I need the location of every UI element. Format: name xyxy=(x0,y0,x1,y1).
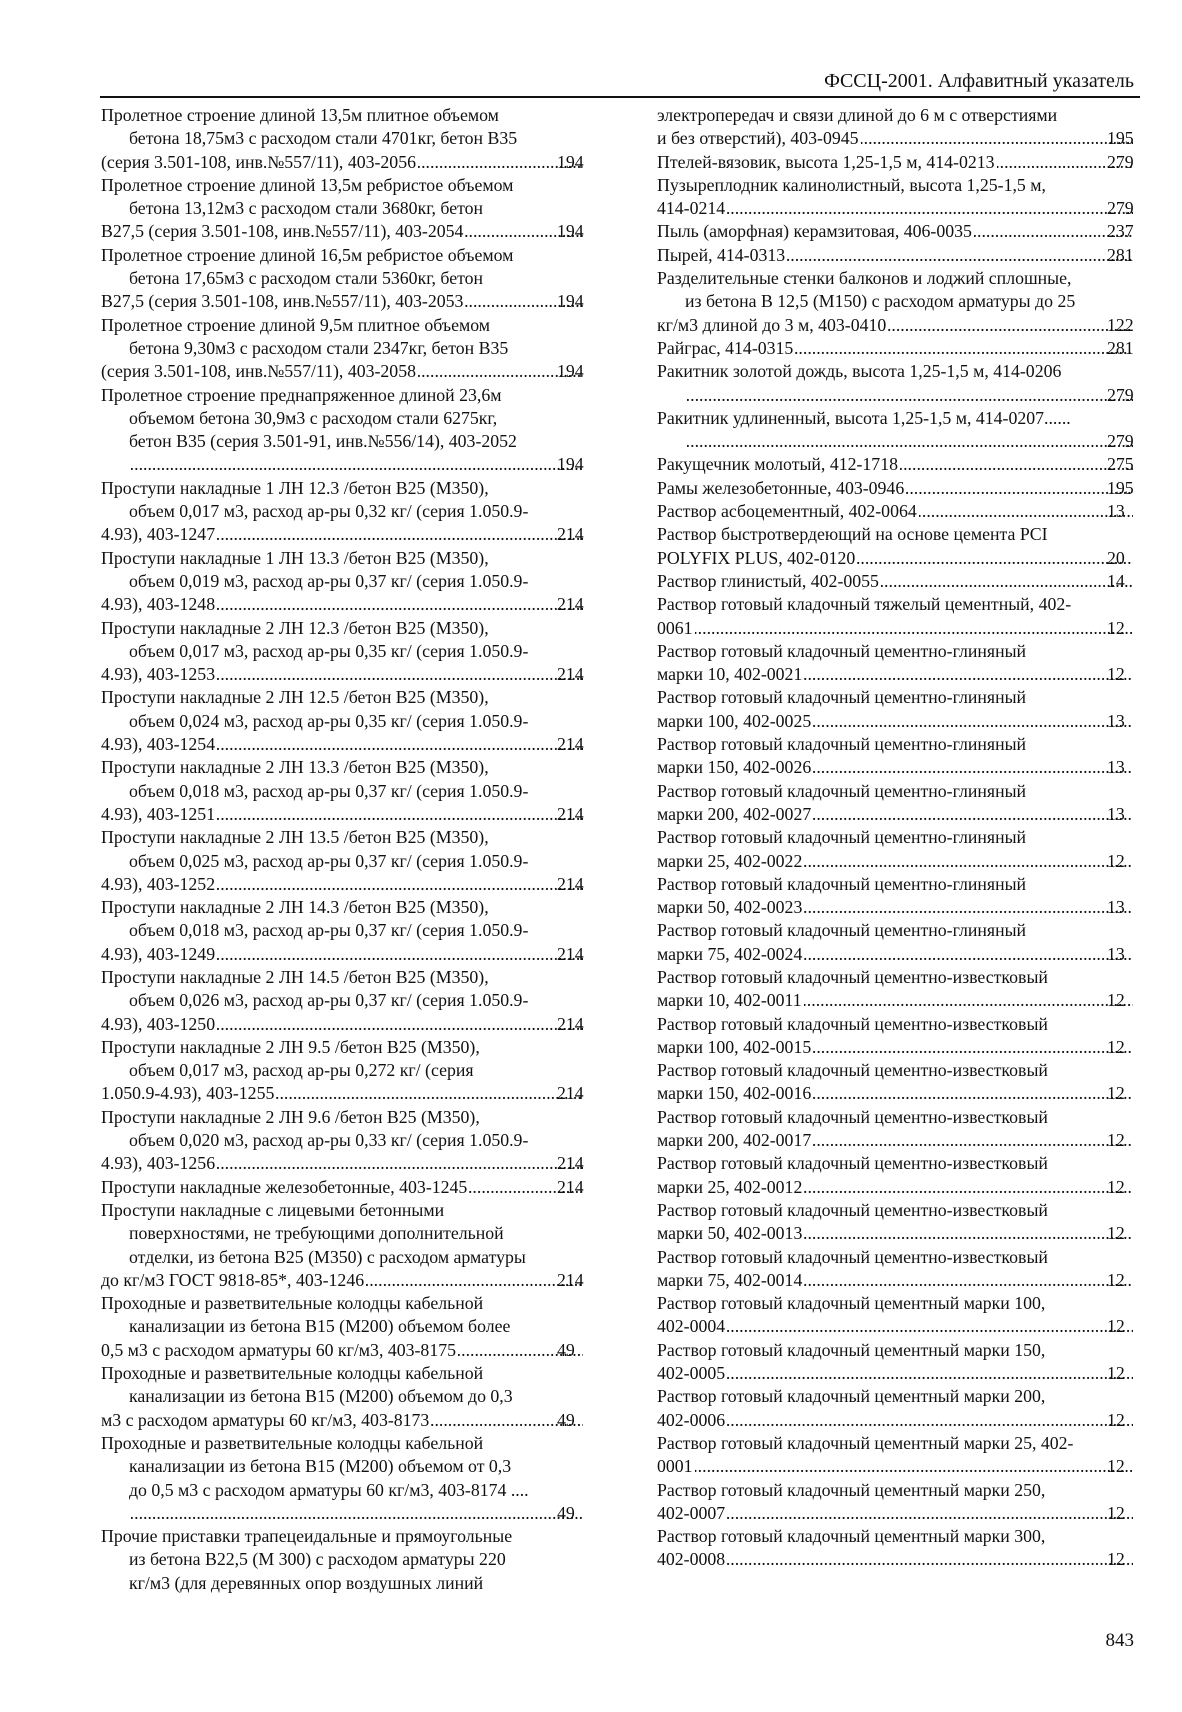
entry-page-line: Проступи накладные железобетонные, 403-1245 ..... 214 xyxy=(129,1176,585,1199)
index-entry xyxy=(657,453,1135,476)
dot-leader xyxy=(727,1502,1133,1525)
dot-leader xyxy=(857,547,1133,570)
dot-leader xyxy=(804,663,1133,686)
entry-text-line: из бетона В 12,5 (M150) с расходом арматуры до 25 xyxy=(685,291,1076,312)
entry-page-line: 4.93), 403-1254 ..... 214 xyxy=(129,733,585,756)
entry-page-line: Птелей-вязовик, высота 1,25-1,5 м, 414-0213 ..... 279 xyxy=(685,151,1135,174)
entry-page-line: 0,5 м3 с расходом арматуры 60 кг/м3, 403-8175 ..... 49 xyxy=(129,1339,585,1362)
entry-text-line: Проступи накладные 2 ЛН 12.3 /бетон B25 (M350), xyxy=(101,617,489,638)
entry-text-line: 402-0005 xyxy=(657,1363,726,1384)
page-number: 843 xyxy=(1105,1630,1134,1651)
index-entry xyxy=(657,104,1135,151)
index-entry xyxy=(101,244,585,314)
entry-text-line: марки 25, 402-0022 xyxy=(657,850,803,871)
dot-leader xyxy=(217,873,583,896)
entry-text-line: Раствор готовый кладочный цементный марки 200, xyxy=(657,1386,1046,1407)
entry-text-line: объем 0,018 м3, расход ар-ры 0,37 кг/ (серия 1.050.9- xyxy=(129,780,529,801)
entry-text-line: марки 50, 402-0023 xyxy=(657,897,803,918)
dot-leader xyxy=(861,127,1133,150)
index-entry xyxy=(101,896,585,966)
entry-page-line: Райграс, 414-0315 ..... 281 xyxy=(685,337,1135,360)
entry-text-line: марки 10, 402-0011 xyxy=(657,990,802,1011)
index-entry xyxy=(657,220,1135,243)
entry-page-line: Рамы железобетонные, 403-0946 ..... 195 xyxy=(685,477,1135,500)
entry-text-line: Пролетное строение длиной 13,5м плитное объемом xyxy=(101,105,499,125)
entry-text-line: Раствор готовый кладочный цементно-глиняный xyxy=(657,687,1027,708)
index-entry xyxy=(101,1176,585,1199)
entry-page-line: 414-0214 ..... 279 xyxy=(685,197,1135,220)
entry-text-line: объем 0,017 м3, расход ар-ры 0,35 кг/ (серия 1.050.9- xyxy=(129,640,529,661)
index-entry xyxy=(657,733,1135,780)
entry-text-line: объем 0,020 м3, расход ар-ры 0,33 кг/ (серия 1.050.9- xyxy=(129,1130,529,1151)
entry-text-line: Рамы железобетонные, 403-0946 xyxy=(657,477,905,498)
dot-leader xyxy=(813,1036,1133,1059)
entry-page-line: 4.93), 403-1248 ..... 214 xyxy=(129,593,585,616)
dot-leader xyxy=(787,244,1133,267)
entry-text-line: 0,5 м3 с расходом арматуры 60 кг/м3, 403-8175 xyxy=(101,1339,456,1360)
entry-text-line: 4.93), 403-1256 xyxy=(101,1153,216,1174)
entry-page-line: марки 100, 402-0025 ..... 13 xyxy=(685,710,1135,733)
entry-page-line: марки 150, 402-0016 ..... 12 xyxy=(685,1082,1135,1105)
entry-page-line: 4.93), 403-1253 ..... 214 xyxy=(129,663,585,686)
index-entry xyxy=(101,314,585,384)
entry-text-line: Раствор готовый кладочный цементный марки 100, xyxy=(657,1293,1046,1314)
dot-leader xyxy=(217,1013,583,1036)
entry-text-line: Раствор готовый кладочный цементно-глиняный xyxy=(657,640,1027,661)
entry-text-line: Раствор готовый кладочный цементный марки 250, xyxy=(657,1479,1046,1500)
entry-text-line: Раствор готовый кладочный цементно-глиняный xyxy=(657,873,1027,894)
entry-text-line: марки 75, 402-0024 xyxy=(657,943,803,964)
entry-page-line: 1.050.9-4.93), 403-1255 ..... 214 xyxy=(129,1082,585,1105)
entry-text-line: В27,5 (серия 3.501-108, инв.№557/11), 403-2054 xyxy=(101,221,464,242)
index-entry xyxy=(657,523,1135,570)
entry-text-line: марки 200, 402-0027 xyxy=(657,803,812,824)
entry-text-line: до кг/м3 ГОСТ 9818-85*, 403-1246 xyxy=(101,1269,365,1290)
index-entry xyxy=(101,174,585,244)
entry-page-line: Ракущечник молотый, 412-1718 ..... 275 xyxy=(685,453,1135,476)
entry-text-line: Раствор готовый кладочный цементно-известковый xyxy=(657,1013,1048,1034)
entry-text-line: до 0,5 м3 с расходом арматуры 60 кг/м3, 403-8174 .... xyxy=(129,1479,529,1500)
left-index-column xyxy=(101,104,585,1595)
index-entry xyxy=(101,477,585,547)
dot-leader xyxy=(727,1315,1133,1338)
entry-page-line: марки 10, 402-0021 ..... 12 xyxy=(685,663,1135,686)
entry-text-line: объем 0,017 м3, расход ар-ры 0,32 кг/ (серия 1.050.9- xyxy=(129,501,529,522)
index-entry xyxy=(657,1292,1135,1339)
entry-text-line: 4.93), 403-1251 xyxy=(101,803,216,824)
index-entry xyxy=(657,826,1135,873)
index-entry xyxy=(657,1106,1135,1153)
dot-leader xyxy=(695,1455,1133,1478)
dot-leader xyxy=(881,570,1133,593)
dot-leader xyxy=(366,1269,583,1292)
entry-text-line: марки 200, 402-0017 xyxy=(657,1130,812,1151)
header-rule xyxy=(100,96,1140,98)
entry-page-line: 402-0005 ..... 12 xyxy=(685,1362,1135,1385)
entry-text-line: 4.93), 403-1254 xyxy=(101,734,216,755)
entry-text-line: 414-0214 xyxy=(657,198,726,219)
index-entry xyxy=(657,640,1135,687)
entry-page-line: Пыль (аморфная) керамзитовая, 406-0035 ..... 237 xyxy=(685,220,1135,243)
entry-page-line: марки 50, 402-0013 ..... 12 xyxy=(685,1222,1135,1245)
entry-page-line: марки 50, 402-0023 ..... 13 xyxy=(685,896,1135,919)
entry-text-line: Раствор асбоцементный, 402-0064 xyxy=(657,501,917,522)
dot-leader xyxy=(813,756,1133,779)
entry-page-line: марки 150, 402-0026 ..... 13 xyxy=(685,756,1135,779)
entry-text-line: канализации из бетона B15 (M200) объемом до 0,3 xyxy=(129,1386,513,1407)
entry-text-line: Пролетное строение преднапряженное длиной 23,6м xyxy=(101,384,502,405)
entry-text-line: и без отверстий), 403-0945 xyxy=(657,128,859,149)
entry-page-line: 4.93), 403-1251 ..... 214 xyxy=(129,803,585,826)
entry-page-line: марки 100, 402-0015 ..... 12 xyxy=(685,1036,1135,1059)
index-entry xyxy=(101,1199,585,1292)
index-entry xyxy=(657,477,1135,500)
entry-text-line: поверхностями, не требующими дополнительной xyxy=(129,1223,504,1244)
dot-leader xyxy=(900,453,1133,476)
entry-page-line: (серия 3.501-108, инв.№557/11), 403-2056 ..... 194 xyxy=(129,151,585,174)
dot-leader xyxy=(804,1176,1133,1199)
dot-leader xyxy=(888,314,1133,337)
entry-text-line: Райграс, 414-0315 xyxy=(657,337,794,358)
entry-page-line: 0061 ..... 12 xyxy=(685,617,1135,640)
entry-page-line: 4.93), 403-1250 ..... 214 xyxy=(129,1013,585,1036)
entry-page-line: марки 25, 402-0012 ..... 12 xyxy=(685,1176,1135,1199)
entry-text-line: отделки, из бетона B25 (M350) с расходом арматуры xyxy=(129,1246,526,1267)
entry-text-line: марки 150, 402-0026 xyxy=(657,757,812,778)
index-entry xyxy=(101,1432,585,1525)
index-entry xyxy=(101,1292,585,1362)
entry-text-line: Раствор готовый кладочный цементно-известковый xyxy=(657,1246,1048,1267)
dot-leader xyxy=(217,663,583,686)
entry-page-line: 402-0008 ..... 12 xyxy=(685,1548,1135,1571)
entry-text-line: марки 10, 402-0021 xyxy=(657,664,803,685)
index-entry xyxy=(657,919,1135,966)
index-entry xyxy=(657,1013,1135,1060)
index-entry xyxy=(657,1525,1135,1572)
entry-text-line: Проступи накладные 2 ЛН 13.3 /бетон B25 (M350), xyxy=(101,757,489,778)
entry-text-line: 402-0004 xyxy=(657,1316,726,1337)
entry-text-line: Разделительные стенки балконов и лоджий сплошные, xyxy=(657,268,1072,289)
entry-text-line: Пыль (аморфная) керамзитовая, 406-0035 xyxy=(657,221,972,242)
entry-text-line: марки 75, 402-0014 xyxy=(657,1269,803,1290)
entry-text-line: Раствор готовый кладочный цементно-известковый xyxy=(657,1060,1048,1081)
entry-text-line: Проходные и разветвительные колодцы кабельной xyxy=(101,1293,484,1314)
index-entry xyxy=(101,104,585,174)
index-entry xyxy=(657,593,1135,640)
entry-page-line: марки 200, 402-0017 ..... 12 xyxy=(685,1129,1135,1152)
entry-text-line: Прочие приставки трапецеидальные и прямоугольные xyxy=(101,1526,513,1547)
dot-leader xyxy=(804,1269,1133,1292)
entry-page-line: ..... 49 xyxy=(129,1502,585,1525)
entry-text-line: бетона 18,75м3 с расходом стали 4701кг, бетон B35 xyxy=(129,128,518,149)
entry-text-line: марки 100, 402-0025 xyxy=(657,710,812,731)
right-index-column xyxy=(657,104,1135,1572)
dot-leader xyxy=(727,1362,1133,1385)
entry-text-line: 402-0007 xyxy=(657,1502,726,1523)
entry-page-line: м3 с расходом арматуры 60 кг/м3, 403-8173 ..... 49 xyxy=(129,1409,585,1432)
index-entry xyxy=(657,267,1135,337)
dot-leader xyxy=(804,896,1133,919)
entry-text-line: объемом бетона 30,9м3 с расходом стали 6275кг, xyxy=(129,407,498,428)
entry-text-line: Проступи накладные 2 ЛН 9.5 /бетон B25 (M350), xyxy=(101,1036,480,1057)
dot-leader xyxy=(131,453,583,476)
index-entry xyxy=(657,407,1135,454)
index-entry xyxy=(101,826,585,896)
entry-text-line: бетон B35 (серия 3.501-91, инв.№556/14), 403-2052 xyxy=(129,431,517,452)
dot-leader xyxy=(795,337,1133,360)
entry-text-line: Раствор глинистый, 402-0055 xyxy=(657,570,879,591)
dot-leader xyxy=(217,803,583,826)
dot-leader xyxy=(687,430,1133,453)
dot-leader xyxy=(804,850,1133,873)
dot-leader xyxy=(217,523,583,546)
entry-text-line: Проступи накладные 2 ЛН 14.5 /бетон B25 (M350), xyxy=(101,966,489,987)
entry-text-line: Раствор готовый кладочный цементный марки 300, xyxy=(657,1526,1046,1547)
index-entry xyxy=(657,1339,1135,1386)
entry-text-line: Раствор готовый кладочный цементный марки 25, 402- xyxy=(657,1432,1074,1453)
entry-text-line: Пролетное строение длиной 16,5м ребристое объемом xyxy=(101,244,514,265)
index-entry xyxy=(101,1525,585,1595)
index-entry xyxy=(657,337,1135,360)
dot-leader xyxy=(804,989,1133,1012)
entry-text-line: 4.93), 403-1249 xyxy=(101,943,216,964)
entry-page-line: марки 75, 402-0024 ..... 13 xyxy=(685,943,1135,966)
entry-text-line: 0001 xyxy=(657,1456,693,1477)
entry-page-line: 402-0004 ..... 12 xyxy=(685,1315,1135,1338)
entry-text-line: Раствор готовый кладочный цементно-глиняный xyxy=(657,920,1027,941)
dot-leader xyxy=(906,477,1133,500)
entry-text-line: Пролетное строение длиной 9,5м плитное объемом xyxy=(101,314,491,335)
entry-text-line: Птелей-вязовик, высота 1,25-1,5 м, 414-0213 xyxy=(657,151,995,172)
entry-text-line: 4.93), 403-1253 xyxy=(101,664,216,685)
entry-text-line: объем 0,017 м3, расход ар-ры 0,272 кг/ (серия xyxy=(129,1060,474,1081)
entry-text-line: 402-0006 xyxy=(657,1409,726,1430)
dot-leader xyxy=(695,617,1133,640)
index-entry xyxy=(101,617,585,687)
dot-leader xyxy=(727,1548,1133,1571)
entry-page-line: В27,5 (серия 3.501-108, инв.№557/11), 403-2054 ..... 194 xyxy=(129,220,585,243)
dot-leader xyxy=(813,1082,1133,1105)
entry-text-line: Проступи накладные железобетонные, 403-1245 xyxy=(101,1176,468,1197)
entry-text-line: Раствор готовый кладочный цементно-глиняный xyxy=(657,780,1027,801)
entry-text-line: 4.93), 403-1248 xyxy=(101,594,216,615)
entry-text-line: В27,5 (серия 3.501-108, инв.№557/11), 403-2053 xyxy=(101,291,464,312)
index-entry xyxy=(657,151,1135,174)
entry-page-line: POLYFIX PLUS, 402-0120 ..... 20 xyxy=(685,547,1135,570)
entry-text-line: Проступи накладные с лицевыми бетонными xyxy=(101,1199,445,1220)
entry-text-line: Проходные и разветвительные колодцы кабельной xyxy=(101,1432,484,1453)
entry-text-line: Проступи накладные 2 ЛН 9.6 /бетон B25 (M350), xyxy=(101,1106,480,1127)
dot-leader xyxy=(727,1409,1133,1432)
index-entry xyxy=(657,570,1135,593)
entry-text-line: 0061 xyxy=(657,617,693,638)
entry-text-line: бетона 13,12м3 с расходом стали 3680кг, бетон xyxy=(129,198,484,219)
index-entry xyxy=(657,1385,1135,1432)
entry-page-line: 402-0006 ..... 12 xyxy=(685,1409,1135,1432)
index-entry xyxy=(657,686,1135,733)
entry-text-line: электропередач и связи длиной до 6 м с отверстиями xyxy=(657,105,1058,125)
entry-text-line: канализации из бетона B15 (M200) объемом от 0,3 xyxy=(129,1456,512,1477)
entry-text-line: 4.93), 403-1252 xyxy=(101,873,216,894)
entry-text-line: Проходные и разветвительные колодцы кабельной xyxy=(101,1363,484,1384)
index-entry xyxy=(101,547,585,617)
entry-page-line: 4.93), 403-1249 ..... 214 xyxy=(129,943,585,966)
entry-text-line: Раствор готовый кладочный цементно-известковый xyxy=(657,1199,1048,1220)
dot-leader xyxy=(217,733,583,756)
dot-leader xyxy=(804,1222,1133,1245)
entry-text-line: Раствор готовый кладочный цементно-известковый xyxy=(657,1106,1048,1127)
entry-page-line: марки 75, 402-0014 ..... 12 xyxy=(685,1269,1135,1292)
entry-text-line: Раствор готовый кладочный цементный марки 150, xyxy=(657,1339,1046,1360)
index-entry xyxy=(101,1106,585,1176)
index-entry xyxy=(101,686,585,756)
entry-page-line: марки 200, 402-0027 ..... 13 xyxy=(685,803,1135,826)
index-entry xyxy=(657,873,1135,920)
index-entry xyxy=(101,756,585,826)
entry-text-line: Раствор готовый кладочный тяжелый цементный, 402- xyxy=(657,594,1072,615)
index-entry xyxy=(657,1059,1135,1106)
entry-page-line: ..... 279 xyxy=(685,430,1135,453)
entry-text-line: Раствор быстротвердеющий на основе цемента PCI xyxy=(657,524,1048,545)
dot-leader xyxy=(813,803,1133,826)
entry-text-line: Проступи накладные 2 ЛН 12.5 /бетон B25 (M350), xyxy=(101,687,489,708)
dot-leader xyxy=(687,384,1133,407)
entry-text-line: кг/м3 (для деревянных опор воздушных линий xyxy=(129,1572,484,1593)
entry-text-line: Проступи накладные 1 ЛН 13.3 /бетон B25 (M350), xyxy=(101,547,489,568)
index-entry xyxy=(101,384,585,477)
entry-page-line: 402-0007 ..... 12 xyxy=(685,1502,1135,1525)
entry-text-line: Раствор готовый кладочный цементно-известковый xyxy=(657,966,1048,987)
dot-leader xyxy=(813,1129,1133,1152)
index-entry xyxy=(657,1432,1135,1479)
entry-text-line: марки 100, 402-0015 xyxy=(657,1036,812,1057)
dot-leader xyxy=(919,500,1133,523)
index-entry xyxy=(657,1479,1135,1526)
entry-page-line: 4.93), 403-1252 ..... 214 xyxy=(129,873,585,896)
entry-text-line: (серия 3.501-108, инв.№557/11), 403-2058 xyxy=(101,361,416,382)
index-entry xyxy=(657,780,1135,827)
entry-text-line: (серия 3.501-108, инв.№557/11), 403-2056 xyxy=(101,151,416,172)
entry-text-line: 4.93), 403-1250 xyxy=(101,1013,216,1034)
entry-text-line: объем 0,024 м3, расход ар-ры 0,35 кг/ (серия 1.050.9- xyxy=(129,710,529,731)
entry-text-line: Проступи накладные 2 ЛН 13.5 /бетон B25 (M350), xyxy=(101,827,489,848)
index-entry xyxy=(657,360,1135,407)
entry-text-line: 4.93), 403-1247 xyxy=(101,524,216,545)
entry-text-line: Проступи накладные 2 ЛН 14.3 /бетон B25 (M350), xyxy=(101,897,489,918)
index-entry xyxy=(101,966,585,1036)
entry-text-line: бетона 9,30м3 с расходом стали 2347кг, бетон B35 xyxy=(129,337,509,358)
entry-text-line: 1.050.9-4.93), 403-1255 xyxy=(101,1083,275,1104)
index-entry xyxy=(657,1152,1135,1199)
entry-text-line: объем 0,026 м3, расход ар-ры 0,37 кг/ (серия 1.050.9- xyxy=(129,990,529,1011)
index-entry xyxy=(657,244,1135,267)
entry-text-line: м3 с расходом арматуры 60 кг/м3, 403-8173 xyxy=(101,1409,430,1430)
entry-page-line: 4.93), 403-1256 ..... 214 xyxy=(129,1152,585,1175)
entry-page-line: 4.93), 403-1247 ..... 214 xyxy=(129,523,585,546)
running-title: ФССЦ-2001. Алфавитный указатель xyxy=(824,70,1134,92)
entry-text-line: объем 0,025 м3, расход ар-ры 0,37 кг/ (серия 1.050.9- xyxy=(129,850,529,871)
dot-leader xyxy=(131,1502,583,1525)
entry-page-line: Пырей, 414-0313 ..... 281 xyxy=(685,244,1135,267)
entry-text-line: кг/м3 длиной до 3 м, 403-0410 xyxy=(657,314,887,335)
entry-text-line: Проступи накладные 1 ЛН 12.3 /бетон B25 (M350), xyxy=(101,477,489,498)
entry-page-line: и без отверстий), 403-0945 ..... 195 xyxy=(685,127,1135,150)
entry-text-line: марки 150, 402-0016 xyxy=(657,1083,812,1104)
entry-text-line: Раствор готовый кладочный цементно-глиняный xyxy=(657,827,1027,848)
entry-text-line: 402-0008 xyxy=(657,1549,726,1570)
entry-page-line: В27,5 (серия 3.501-108, инв.№557/11), 403-2053 ..... 194 xyxy=(129,290,585,313)
entry-text-line: из бетона B22,5 (M 300) с расходом арматуры 220 xyxy=(129,1549,506,1570)
entry-page-line: до кг/м3 ГОСТ 9818-85*, 403-1246 ..... 214 xyxy=(129,1269,585,1292)
index-entry xyxy=(657,500,1135,523)
dot-leader xyxy=(276,1082,583,1105)
entry-page-line: ..... 194 xyxy=(129,453,585,476)
entry-text-line: объем 0,018 м3, расход ар-ры 0,37 кг/ (серия 1.050.9- xyxy=(129,920,529,941)
index-entry xyxy=(657,1199,1135,1246)
entry-text-line: Пузыреплодник калинолистный, высота 1,25-1,5 м, xyxy=(657,174,1046,195)
entry-text-line: Ракитник золотой дождь, высота 1,25-1,5 м, 414-0206 xyxy=(657,361,1062,382)
dot-leader xyxy=(804,943,1133,966)
entry-text-line: марки 50, 402-0013 xyxy=(657,1223,803,1244)
dot-leader xyxy=(217,943,583,966)
entry-text-line: канализации из бетона B15 (M200) объемом более xyxy=(129,1316,511,1337)
entry-text-line: Раствор готовый кладочный цементно-известковый xyxy=(657,1153,1048,1174)
entry-text-line: марки 25, 402-0012 xyxy=(657,1176,803,1197)
entry-page-line: 0001 ..... 12 xyxy=(685,1455,1135,1478)
dot-leader xyxy=(217,1152,583,1175)
entry-page-line: Раствор глинистый, 402-0055 ..... 14 xyxy=(685,570,1135,593)
entry-page-line: марки 10, 402-0011 ..... 12 xyxy=(685,989,1135,1012)
entry-text-line: бетона 17,65м3 с расходом стали 5360кг, бетон xyxy=(129,268,484,289)
entry-text-line: Ракитник удлиненный, высота 1,25-1,5 м, 414-0207...... xyxy=(657,407,1071,428)
entry-page-line: марки 25, 402-0022 ..... 12 xyxy=(685,850,1135,873)
dot-leader xyxy=(727,197,1133,220)
entry-page-line: Раствор асбоцементный, 402-0064 ..... 13 xyxy=(685,500,1135,523)
entry-text-line: Раствор готовый кладочный цементно-глиняный xyxy=(657,734,1027,755)
index-entry xyxy=(101,1036,585,1106)
page-header xyxy=(0,70,1182,96)
index-entry xyxy=(657,966,1135,1013)
entry-text-line: Пролетное строение длиной 13,5м ребристое объемом xyxy=(101,174,514,195)
entry-text-line: Ракущечник молотый, 412-1718 xyxy=(657,454,898,475)
entry-page-line: (серия 3.501-108, инв.№557/11), 403-2058 ..... 194 xyxy=(129,360,585,383)
entry-text-line: POLYFIX PLUS, 402-0120 xyxy=(657,547,856,568)
entry-text-line: объем 0,019 м3, расход ар-ры 0,37 кг/ (серия 1.050.9- xyxy=(129,570,529,591)
index-entry xyxy=(101,1362,585,1432)
dot-leader xyxy=(813,710,1133,733)
index-entry xyxy=(657,174,1135,221)
dot-leader xyxy=(217,593,583,616)
entry-page-line: кг/м3 длиной до 3 м, 403-0410 ..... 122 xyxy=(685,314,1135,337)
entry-page-line: ..... 279 xyxy=(685,384,1135,407)
index-entry xyxy=(657,1246,1135,1293)
entry-text-line: Пырей, 414-0313 xyxy=(657,244,786,265)
